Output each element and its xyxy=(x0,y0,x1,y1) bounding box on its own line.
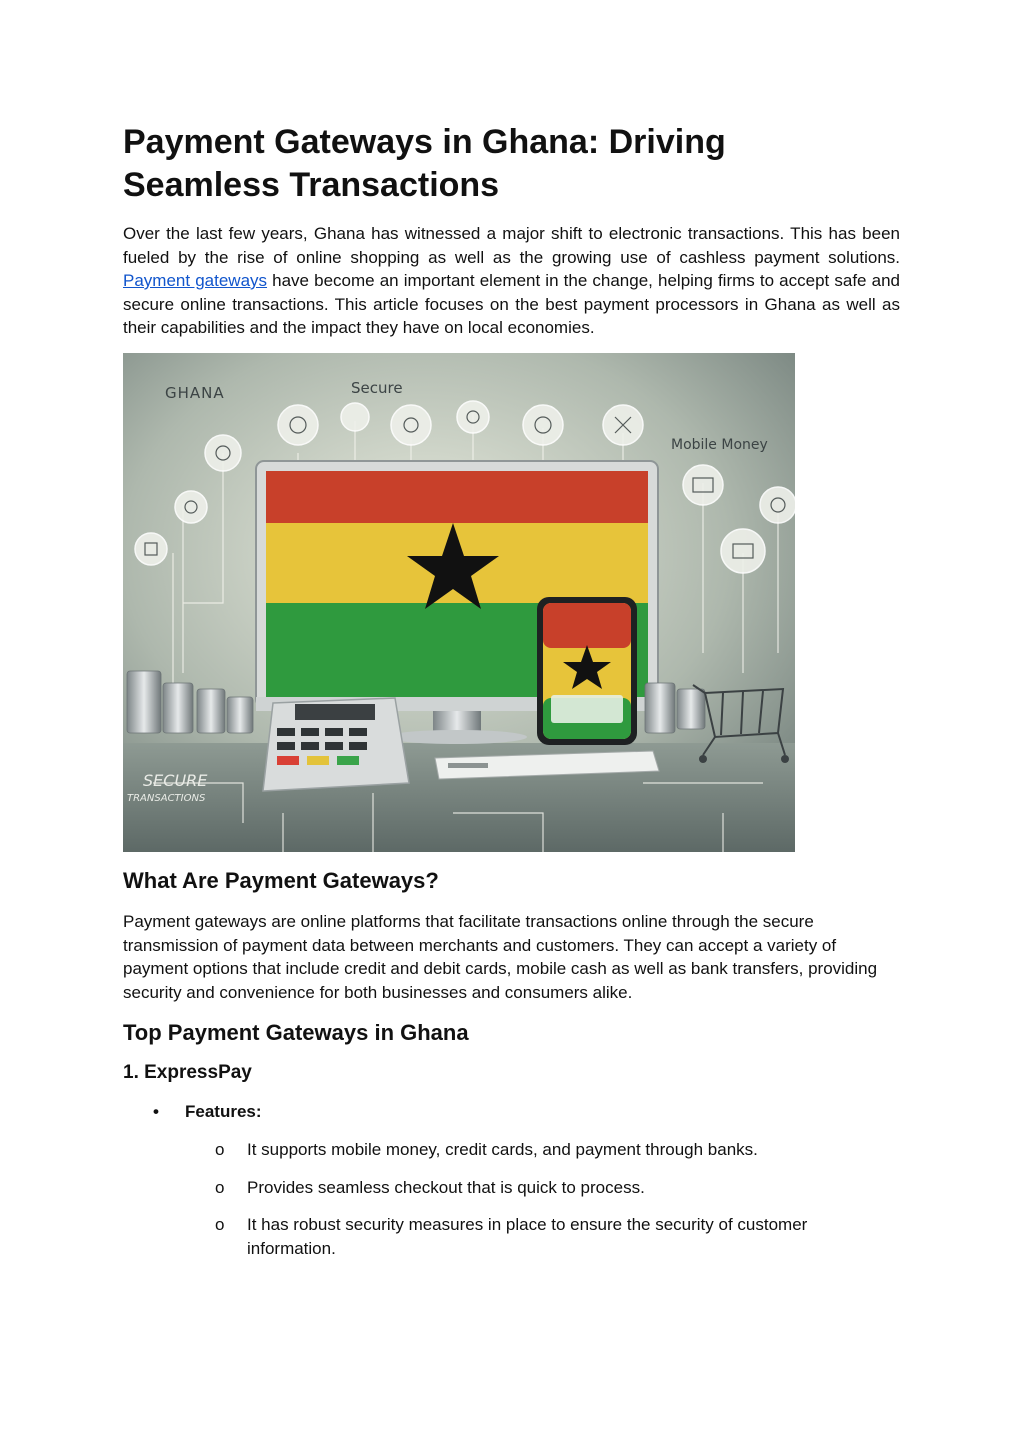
card-terminal-graphic xyxy=(263,698,409,791)
article-title: Payment Gateways in Ghana: Driving Seamless Transactions xyxy=(123,123,726,204)
section-heading-top-gateways: Top Payment Gateways in Ghana xyxy=(123,1020,469,1045)
hero-label-ghana: GHANA xyxy=(165,384,225,402)
intro-paragraph xyxy=(123,222,900,340)
feature-text: Provides seamless checkout that is quick to process. xyxy=(247,1178,645,1197)
feature-text: It has robust security measures in place to ensure the security of customer information. xyxy=(247,1215,808,1258)
intro-text-start: Over the last few years, Ghana has witnessed a major shift to electronic transactions. This has been fueled by the rise of online shopping as well as the growing use of cashless payment solutions. xyxy=(123,224,900,267)
gateway-title-expresspay: 1. ExpressPay xyxy=(123,1062,252,1083)
features-label: Features: xyxy=(185,1102,262,1121)
feature-text: It supports mobile money, credit cards, and payment through banks. xyxy=(247,1140,758,1159)
phone-graphic xyxy=(537,597,637,745)
sub-bullet-icon: o xyxy=(215,1140,225,1159)
intro-text-end: have become an important element in the change, helping firms to accept safe and secure online transactions. This article focuses on the best payment processors in Ghana as well as their capabilities and the impact they have on local economies. xyxy=(123,271,900,337)
hero-label-transactions: TRANSACTIONS xyxy=(127,793,206,804)
bullet-icon: • xyxy=(153,1102,159,1121)
hero-illustration xyxy=(123,353,795,852)
sub-bullet-icon: o xyxy=(215,1178,225,1197)
section-paragraph-what-are: Payment gateways are online platforms that facilitate transactions online through the secure transmission of payment data between merchants and customers. They can accept a variety of payment options that include credit and debit cards, mobile cash as well as bank transfers, providing security and convenience for both businesses and consumers alike. xyxy=(123,912,878,1002)
payment-gateways-link[interactable]: Payment gateways xyxy=(123,271,268,290)
sub-bullet-icon: o xyxy=(215,1215,225,1234)
hero-label-mobile-money: Mobile Money xyxy=(671,437,768,453)
hero-label-secure-large: SECURE xyxy=(143,771,208,790)
section-heading-what-are: What Are Payment Gateways? xyxy=(123,868,439,893)
hero-label-secure: Secure xyxy=(351,379,403,397)
